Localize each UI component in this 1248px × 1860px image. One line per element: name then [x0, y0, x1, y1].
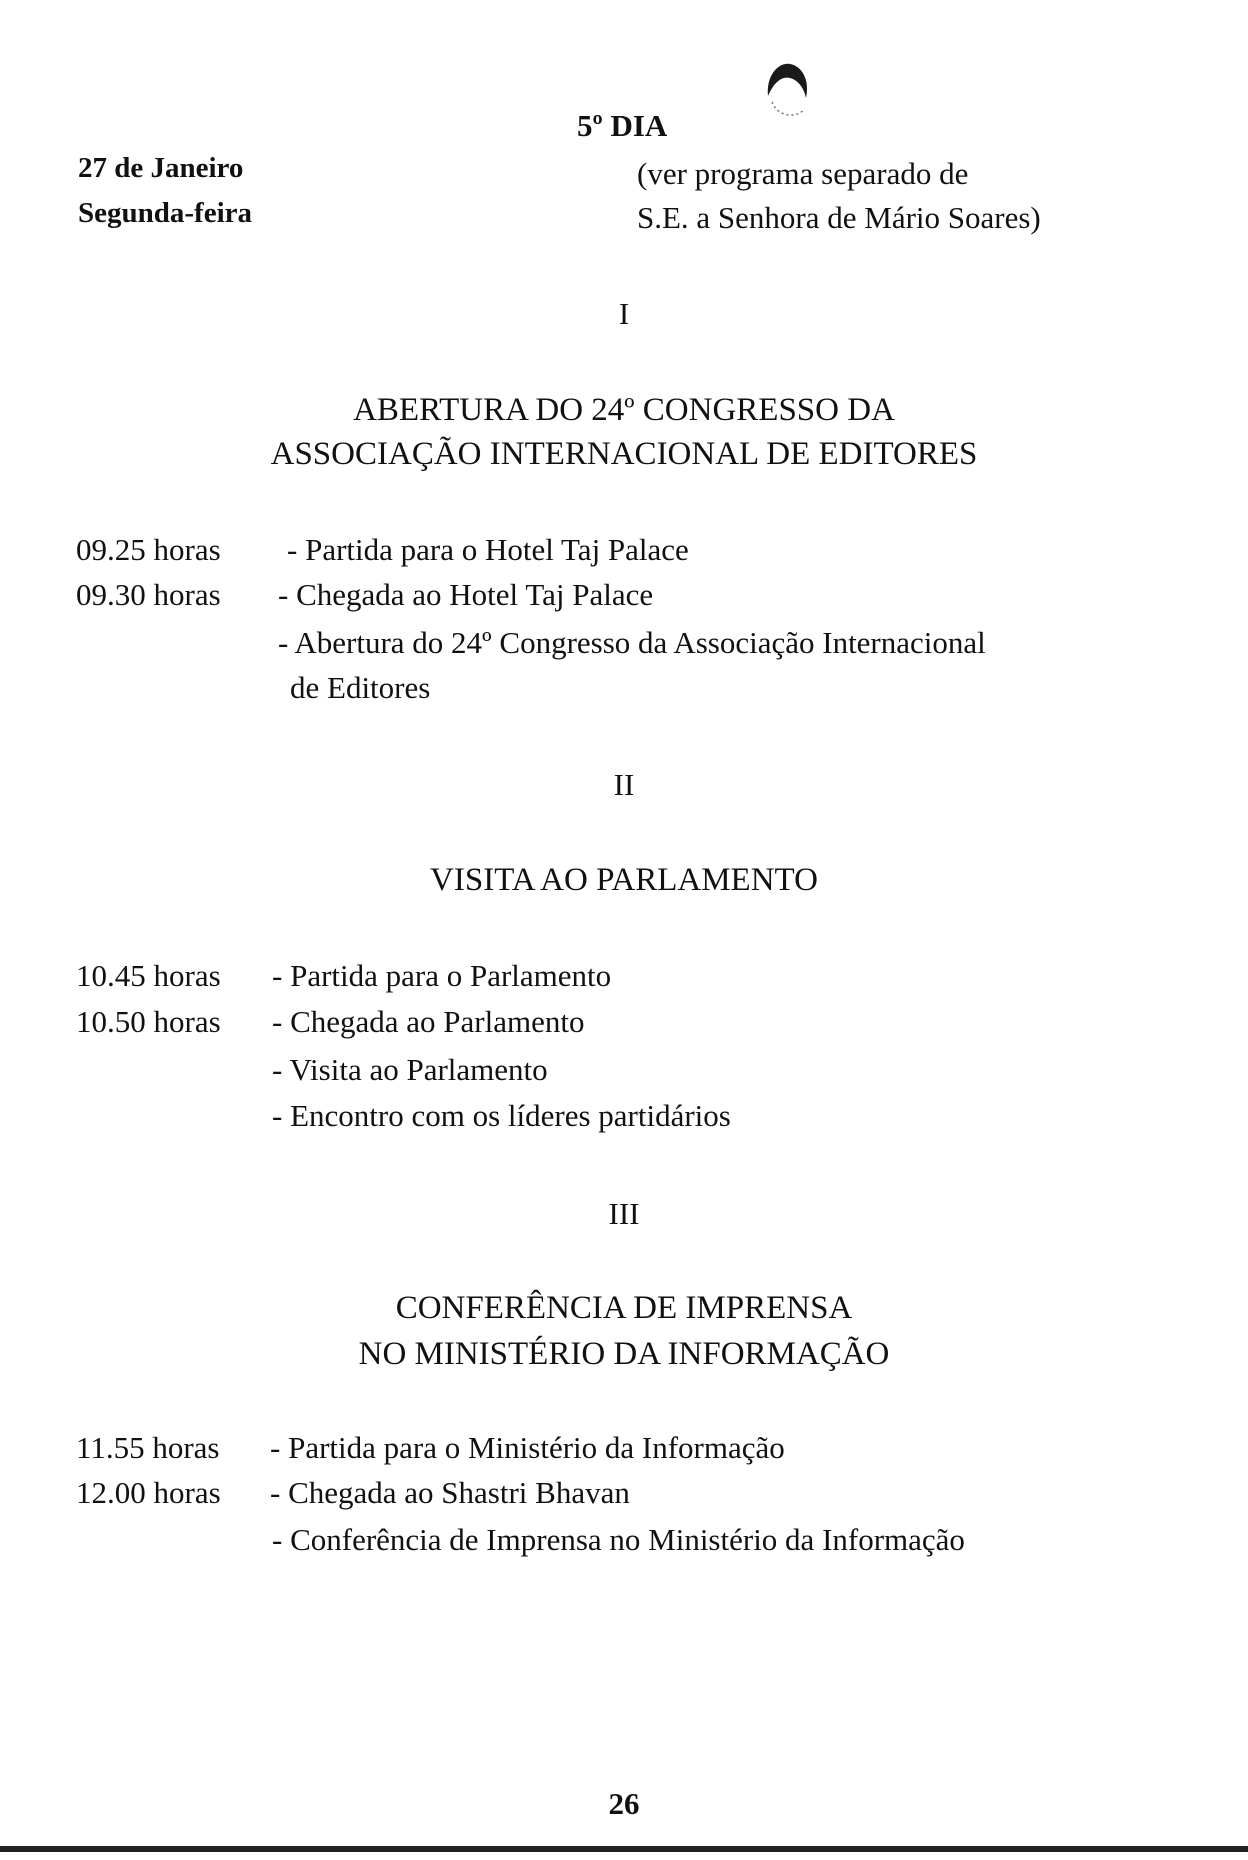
schedule-weekday: Segunda-feira	[78, 197, 252, 229]
section-numeral: II	[613, 767, 635, 802]
section-heading: CONFERÊNCIA DE IMPRENSA	[395, 1290, 853, 1326]
item-time: 09.25 horas	[76, 532, 221, 567]
page-number: 26	[608, 1786, 640, 1821]
item-time: 09.30 horas	[76, 577, 221, 612]
item-text: - Conferência de Imprensa no Ministério da Informação	[272, 1522, 965, 1557]
item-text: - Partida para o Ministério da Informação	[270, 1430, 785, 1465]
item-text: - Chegada ao Shastri Bhavan	[270, 1475, 630, 1510]
section-heading: ASSOCIAÇÃO INTERNACIONAL DE EDITORES	[270, 436, 978, 472]
item-text: - Partida para o Hotel Taj Palace	[287, 532, 689, 567]
separate-program-note-line1: (ver programa separado de	[637, 156, 969, 191]
item-text: - Partida para o Parlamento	[272, 958, 612, 993]
separate-program-note-line2: S.E. a Senhora de Mário Soares)	[637, 200, 1041, 235]
section-numeral: III	[608, 1196, 640, 1231]
item-text: - Abertura do 24º Congresso da Associação Internacional	[278, 625, 986, 660]
section-heading: NO MINISTÉRIO DA INFORMAÇÃO	[358, 1336, 890, 1372]
emblem-icon	[762, 58, 812, 120]
item-text: - Encontro com os líderes partidários	[272, 1098, 731, 1133]
bottom-rule	[0, 1846, 1248, 1852]
item-text: de Editores	[290, 670, 431, 705]
section-heading: ABERTURA DO 24º CONGRESSO DA	[353, 392, 895, 428]
item-time: 10.50 horas	[76, 1004, 221, 1039]
item-time: 11.55 horas	[76, 1430, 220, 1465]
item-text: - Chegada ao Hotel Taj Palace	[278, 577, 654, 612]
item-text: - Chegada ao Parlamento	[272, 1004, 585, 1039]
day-title: 5º DIA	[577, 108, 668, 143]
item-time: 12.00 horas	[76, 1475, 221, 1510]
section-numeral: I	[618, 296, 630, 331]
item-text: - Visita ao Parlamento	[272, 1052, 548, 1087]
schedule-date: 27 de Janeiro	[78, 152, 244, 184]
section-heading: VISITA AO PARLAMENTO	[430, 862, 818, 898]
item-time: 10.45 horas	[76, 958, 221, 993]
